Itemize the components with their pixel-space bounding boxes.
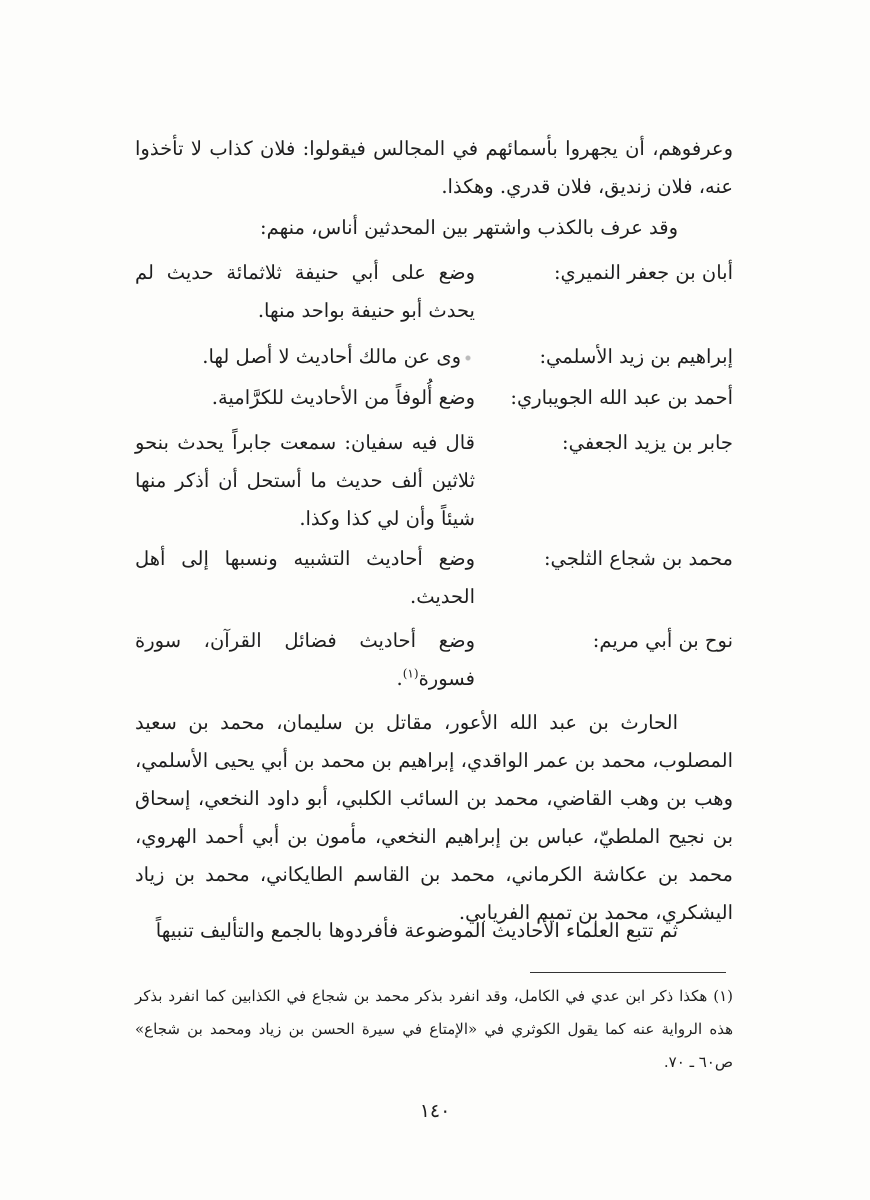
narrator-entry [135, 254, 733, 322]
narrator-description: وضع أحاديث فضائل القرآن، سورة فسورة$^{(١)}$. [135, 629, 475, 690]
intro-paragraph: وعرفوهم، أن يجهروا بأسمائهم في المجالس فيقولوا: فلان كذاب لا تأخذوا عنه، فلان زنديق، فلان قدري. وهكذا. [135, 137, 733, 198]
narrator-description: وى عن مالك أحاديث لا أصل لها. [135, 338, 475, 376]
narrator-description: وضع أحاديث التشبيه ونسبها إلى أهل الحديث. [135, 547, 475, 608]
narrator-name: نوح بن أبي مريم: [592, 629, 733, 652]
page-number: ١٤٠ [419, 1100, 451, 1122]
narrator-name: محمد بن شجاع الثلجي: [543, 547, 733, 570]
footnote-marker: (١) [402, 666, 419, 681]
narrators-list-paragraph: الحارث بن عبد الله الأعور، مقاتل بن سليمان، محمد بن سعيد المصلوب، محمد بن عمر الواقدي، إبراهيم بن محمد بن أبي يحيى الأسلمي، وهب بن وهب القاضي، محمد بن السائب الكلبي، أبو داود النخعي، إسحاق بن نجيح الملطيّ، عباس بن إبراهيم النخعي، مأمون بن أبي أحمد الهروي، محمد بن عكاشة الكرماني، محمد بن القاسم الطايكاني، محمد بن زياد اليشكري، محمد بن تميم الفريابي. [135, 711, 733, 924]
closing-line: ثم تتبع العلماء الأحاديث الموضوعة فأفردوها بالجمع والتأليف تنبيهاً [155, 919, 678, 942]
narrator-name: إبراهيم بن زيد الأسلمي: [539, 345, 733, 368]
narrator-entry [135, 622, 733, 690]
narrator-name: أبان بن جعفر النميري: [553, 261, 733, 284]
narrator-entry [135, 540, 733, 608]
narrator-entry [135, 338, 733, 378]
narrator-description: وضع على أبي حنيفة ثلاثمائة حديث لم يحدث أبو حنيفة بواحد منها. [135, 261, 475, 322]
footnote-divider [530, 972, 726, 973]
narrator-name: جابر بن يزيد الجعفي: [562, 431, 733, 454]
narrator-entry [135, 379, 733, 419]
ink-smudge [461, 353, 475, 363]
list-intro: وقد عرف بالكذب واشتهر بين المحدثين أناس، منهم: [260, 216, 678, 239]
narrator-name: أحمد بن عبد الله الجويباري: [510, 386, 733, 409]
footnote: (١) هكذا ذكر ابن عدي في الكامل، وقد انفرد بذكر محمد بن شجاع في الكذابين كما انفرد بذكر هذه الرواية عنه كما يقول الكوثري في «الإمتاع في سيرة الحسن بن زياد ومحمد بن شجاع» ص٦٠ ـ ٧٠. [135, 987, 733, 1071]
narrator-entry [135, 424, 733, 530]
narrator-description: قال فيه سفيان: سمعت جابراً يحدث بنحو ثلاثين ألف حديث ما أستحل أن أذكر منها شيئاً وأن لي كذا وكذا. [135, 431, 475, 530]
narrator-description: وضع أُلوفاً من الأحاديث للكرَّامية. [211, 386, 475, 409]
